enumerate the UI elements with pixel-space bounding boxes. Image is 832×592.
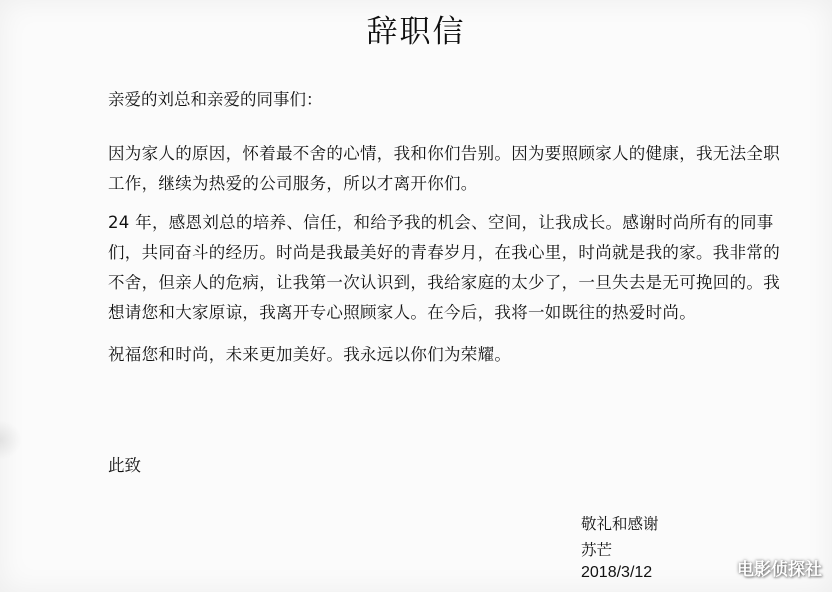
paragraph-3: 祝福您和时尚，未来更加美好。我永远以你们为荣耀。: [108, 345, 512, 364]
signature-name: 苏芒: [581, 541, 613, 559]
closing: 此致: [108, 456, 141, 475]
paragraph-1: 因为家人的原因，怀着最不舍的心情，我和你们告别。因为要照顾家人的健康，我无法全职工作，继续为热爱的公司服务，所以才离开你们。: [108, 144, 780, 193]
paragraph-2: 24 年，感恩刘总的培养、信任，和给予我的机会、空间，让我成长。感谢时尚所有的同事们，共同奋斗的经历。时尚是我最美好的青春岁月，在我心里，时尚就是我的家。我非常的不舍，但亲人的危病，让我第一次认识到，我给家庭的太少了，一旦失去是无可挽回的。我想请您和大家原谅，我离开专心照顾家人。在今后，我将一如既往的热爱时尚。: [108, 213, 780, 322]
signature-regards: 敬礼和感谢: [581, 515, 659, 533]
signature-date: 2018/3/12: [581, 564, 653, 581]
letter-title: 辞职信: [366, 14, 466, 50]
watermark: 电影侦探社: [737, 560, 822, 580]
salutation: 亲爱的刘总和亲爱的同事们：: [108, 90, 323, 109]
scan-smudge: [0, 420, 22, 460]
